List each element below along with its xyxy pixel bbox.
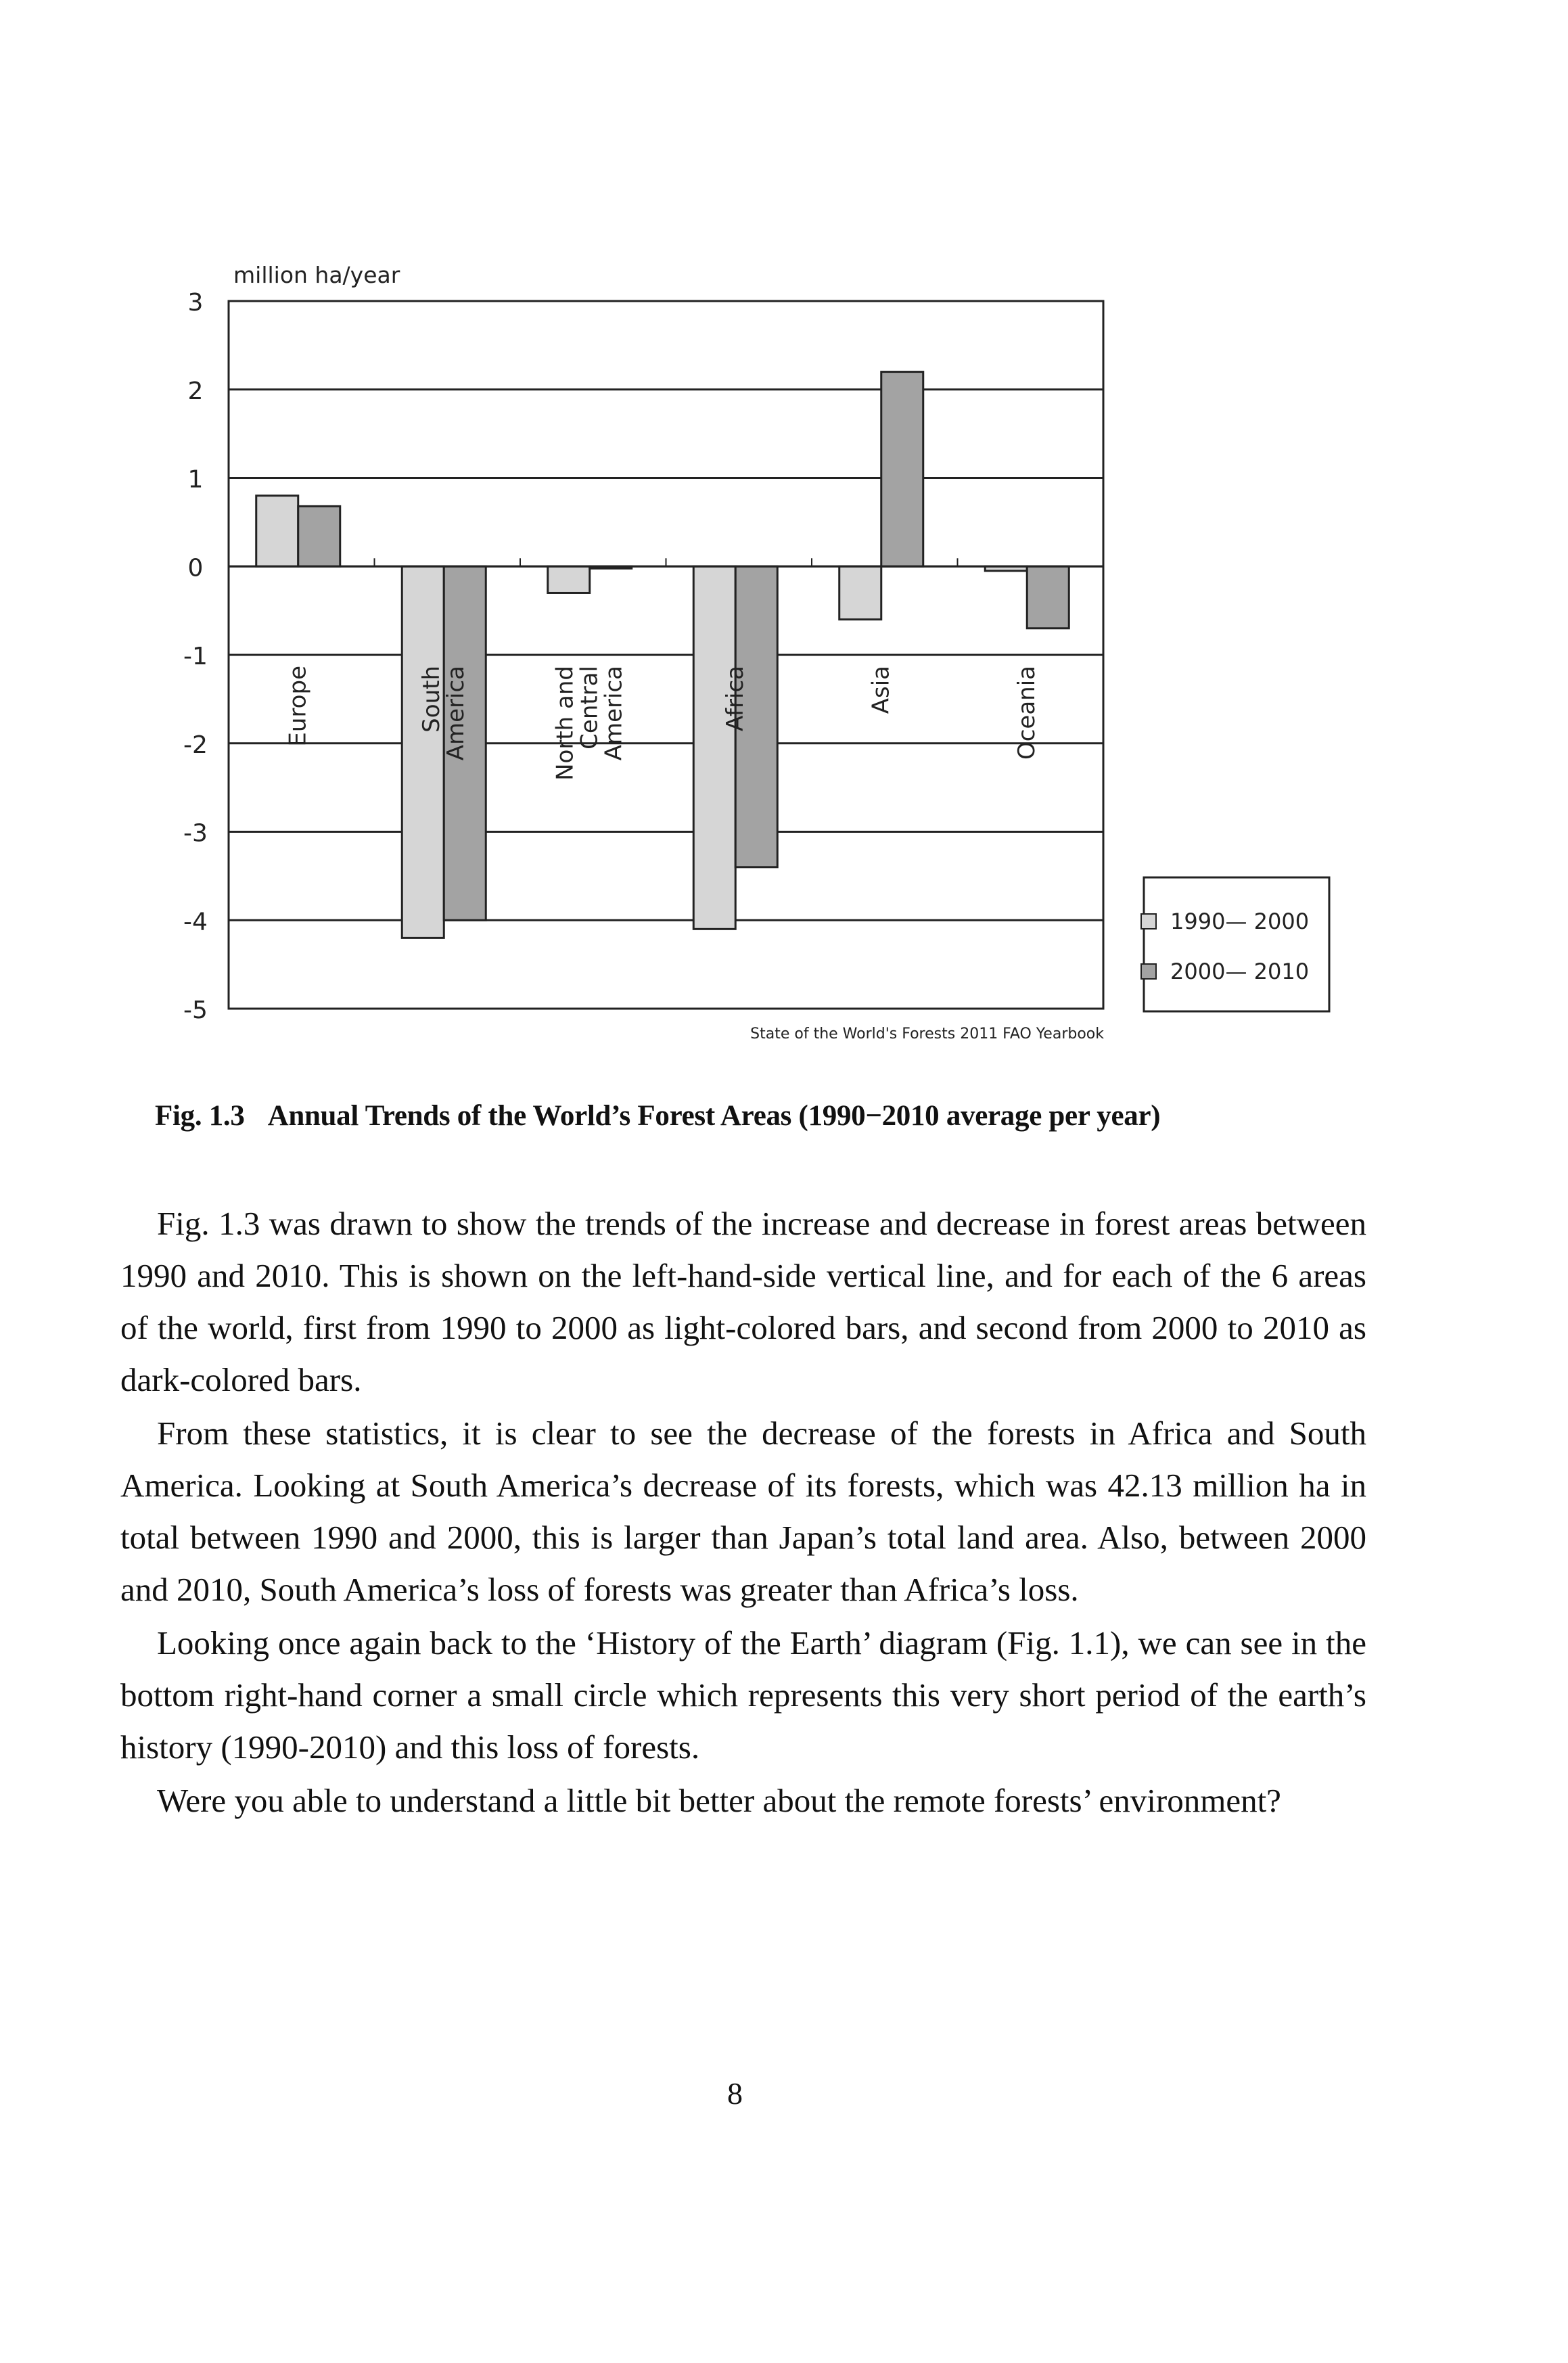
- y-tick-label: -4: [183, 908, 208, 936]
- source-note: State of the World's Forests 2011 FAO Yearbook: [750, 1026, 1104, 1042]
- paragraph: Fig. 1.3 was drawn to show the trends of the increase and decrease in forest areas between 1990 and 2010. This is shown on the left-hand-side vertical line, and for each of the 6 areas of the world, first from 1990 to 2000 as light-colored bars, and second from 2000 to 2010 as dark-colored bars.: [120, 1205, 1366, 1398]
- y-tick-label: -3: [183, 819, 208, 848]
- bar-asia-2000-2010: [881, 372, 923, 567]
- bar-south-america-1990-2000: [402, 566, 444, 938]
- bar-asia-1990-2000: [839, 566, 881, 619]
- figure-caption: [155, 1099, 1160, 1132]
- bar-europe-2000-2010: [298, 506, 340, 566]
- figure-title: Annual Trends of the World’s Forest Areas (1990−2010 average per year): [267, 1100, 1161, 1132]
- category-label: America: [600, 666, 628, 761]
- legend-label-1990-2000: 1990— 2000: [1170, 909, 1310, 934]
- category-label: America: [442, 666, 470, 761]
- category-label: Asia: [867, 666, 895, 714]
- legend-swatch-1990-2000: [1141, 914, 1156, 929]
- category-labels: [285, 666, 1041, 781]
- y-tick-label: 0: [187, 554, 204, 582]
- legend-swatch-2000-2010: [1141, 964, 1156, 979]
- bar-oceania-2000-2010: [1027, 566, 1069, 628]
- category-label: South: [418, 666, 446, 733]
- y-axis-label: million ha/year: [233, 262, 400, 288]
- figure-number: Fig. 1.3: [155, 1100, 245, 1132]
- category-label: Oceania: [1013, 666, 1041, 760]
- paragraph: Looking once again back to the ‘History of the Earth’ diagram (Fig. 1.1), we can see in the bottom right-hand corner a small circle which represents this very short period of the earth’s history (1990-2010) and this loss of forests.: [120, 1624, 1366, 1766]
- legend-label-2000-2010: 2000— 2010: [1170, 959, 1310, 984]
- bar-north-and-central-america-1990-2000: [548, 566, 590, 593]
- y-axis-ticks: [183, 289, 208, 1024]
- y-tick-label: -1: [183, 643, 208, 670]
- legend: [1141, 877, 1329, 1011]
- category-label: Europe: [284, 666, 312, 747]
- paragraph: From these statistics, it is clear to see the decrease of the forests in Africa and South America. Looking at South America’s decrease of its forests, which was 42.13 million ha in total between 1990 and 2000, this is larger than Japan’s total land area. Also, between 2000 and 2010, South America’s loss of forests was greater than Africa’s loss.: [120, 1415, 1366, 1608]
- bar-africa-1990-2000: [693, 566, 735, 929]
- category-label: North and: [551, 666, 579, 781]
- category-label: Central: [576, 666, 603, 750]
- category-label: Africa: [722, 666, 750, 731]
- body-text: [120, 1197, 1366, 1828]
- y-tick-label: 2: [187, 377, 204, 405]
- y-tick-label: 3: [187, 289, 204, 317]
- y-tick-label: -5: [183, 996, 208, 1024]
- y-tick-label: 1: [187, 465, 204, 494]
- forest-area-bar-chart: [0, 0, 1568, 1069]
- gridlines: [229, 301, 1103, 1009]
- legend-box: [1144, 877, 1329, 1011]
- paragraph: Were you able to understand a little bit better about the remote forests’ environment?: [157, 1782, 1281, 1819]
- y-tick-label: -2: [183, 731, 208, 759]
- bar-europe-1990-2000: [256, 496, 298, 567]
- page-number: 8: [727, 2076, 743, 2111]
